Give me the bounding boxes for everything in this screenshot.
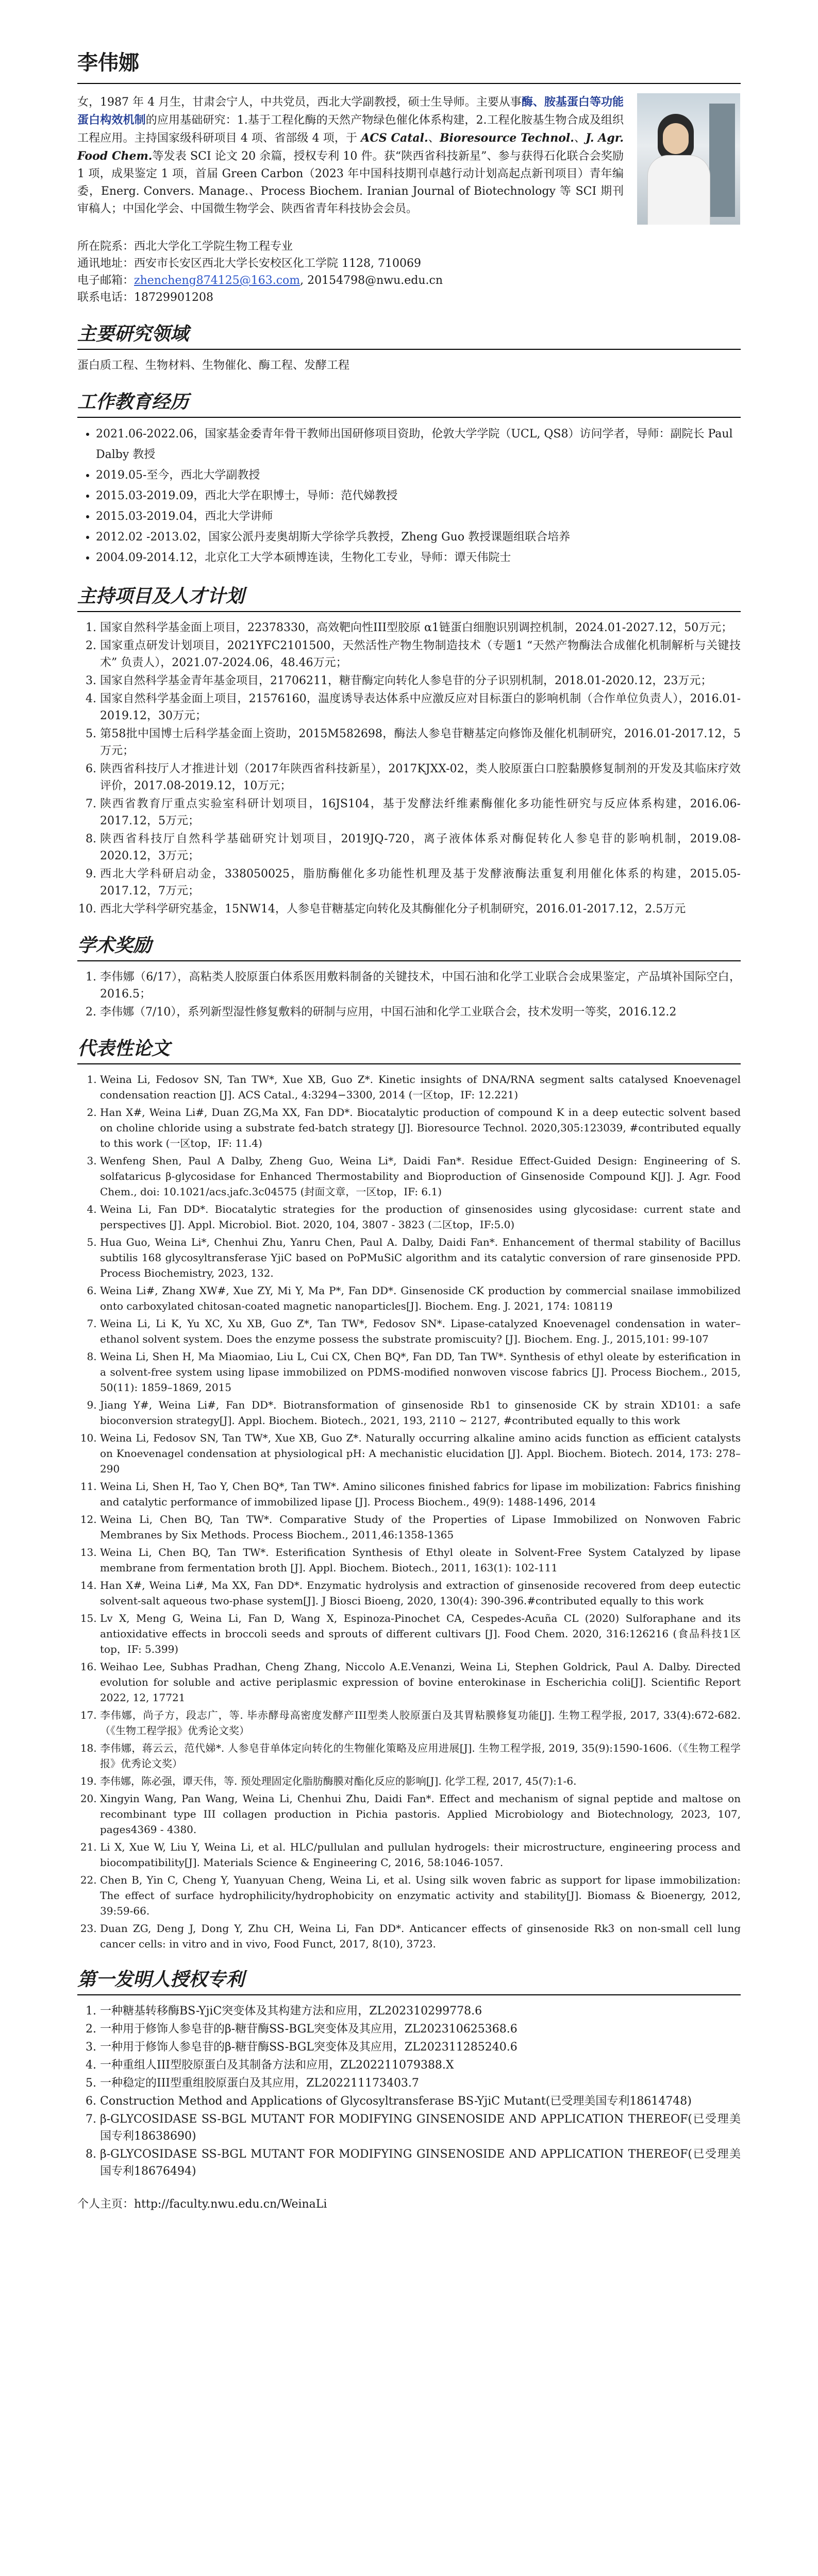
divider [77, 83, 741, 84]
education-list [77, 424, 741, 568]
list-item: • 2015.03-2019.09，西北大学在职博士，导师：范代娣教授 [96, 486, 741, 506]
intro-text: 女，1987 年 4 月生，甘肃会宁人，中共党员，西北大学副教授，硕士生导师。主要从事酶、胺基蛋白等功能蛋白构效机制的应用基础研究：1.基于工程化酶的天然产物绿色催化体系构建，2.工程化胺基生物合成及组织工程应用。主持国家级科研项目 4 项、省部级 4 项，于 ACS Catal.、Bioresource Technol.、J. Agr. Food Chem.等发表 SCI 论文 20 余篇，授权专利 10 件。获“陕西省科技新星”、参与获得石化联合会奖励 1 项，成果鉴定 1 项，首届 Green Carbon（2023 年中国科技期刊卓越行动计划高起点新刊项目）青年编委，Energ. Convers. Manage.、Process Biochem. Iranian Journal of Biotechnology 等 SCI 期刊审稿人；中国化学会、中国微生物学会、陕西省青年科技协会会员。 [77, 95, 624, 215]
list-item: 10. Weina Li, Fedosov SN, Tan TW*, Xue XB, Guo Z*. Naturally occurring alkaline amino acids function as efficient catalysts on Knoevenagel condensation at physiological pH: A mechanistic elucidation [J]. Appl. Biochem. Biotech. 2014, 173: 278–290 [100, 1430, 741, 1477]
list-item: • 2015.03-2019.04，西北大学讲师 [96, 506, 741, 527]
list-item: 8. β-GLYCOSIDASE SS-BGL MUTANT FOR MODIFYING GINSENOSIDE AND APPLICATION THEREOF(已受理美国专利18676494) [100, 2146, 741, 2180]
list-item: 5. Hua Guo, Weina Li*, Chenhui Zhu, Yanru Chen, Paul A. Dalby, Daidi Fan*. Enhancement of thermal stability of Bacillus subtilis 168 glycosyltransferase YjiC based on PoPMuSiC algorithm and its catalytic conversion of rare ginsenoside PPD. Process Biochemistry, 2023, 132. [100, 1234, 741, 1281]
list-item: 2. 国家重点研发计划项目，2021YFC2101500，天然活性产物生物制造技术（专题1 “天然产物酶法合成催化机制解析与关键技术” 负责人），2021.07-2024.06，48.46万元； [100, 637, 741, 671]
section-title: 第一发明人授权专利 [77, 1969, 245, 1990]
email-label: 电子邮箱： [77, 274, 135, 287]
papers-list [77, 1072, 741, 1952]
section-title: 主持项目及人才计划 [77, 585, 245, 607]
list-item: 10. 西北大学科学研究基金，15NW14，人参皂苷糖基定向转化及其酶催化分子机制研究，2016.01-2017.12，2.5万元 [100, 901, 741, 918]
list-item: 13. Weina Li, Chen BQ, Tan TW*. Esterification Synthesis of Ethyl oleate in Solvent-Free System Catalyzed by lipase membrane from fermentation broth [J]. Appl. Biochem. Biotech., 2011, 163(1): 102-111 [100, 1545, 741, 1575]
patents-list [77, 2003, 741, 2180]
list-item: 20. Xingyin Wang, Pan Wang, Weina Li, Chenhui Zhu, Daidi Fan*. Effect and mechanism of signal peptide and maltose on recombinant type III collagen production in Pichia pastoris. Applied Microbiology and Biotechnology, 2023, 107, pages4369 - 4380. [100, 1791, 741, 1837]
homepage-link[interactable]: 个人主页：http://faculty.nwu.edu.cn/WeinaLi [77, 2198, 327, 2211]
address: 通讯地址：西安市长安区西北大学长安校区化工学院 1128, 710069 [77, 257, 421, 270]
list-item: 16. Weihao Lee, Subhas Pradhan, Cheng Zhang, Niccolo A.E.Venanzi, Weina Li, Stephen Goldrick, Paul A. Dalby. Directed evolution for soluble and active periplasmic expression of bovine enterokinase in Escherichia coli[J]. Scientific Report 2022, 12, 17721 [100, 1659, 741, 1705]
projects-section [77, 582, 741, 918]
list-item: 4. 国家自然科学基金面上项目，21576160，温度诱导表达体系中应激反应对目标蛋白的影响机制（合作单位负责人），2016.01-2019.12，30万元； [100, 690, 741, 724]
list-item: 8. 陕西省科技厅自然科学基础研究计划项目，2019JQ-720，离子液体体系对酶促转化人参皂苷的影响机制，2019.08-2020.12，3万元； [100, 831, 741, 865]
list-item: 9. Jiang Y#, Weina Li#, Fan DD*. Biotransformation of ginsenoside Rb1 to ginsenoside CK by strain XD101: a safe bioconversion strategy[J]. Appl. Biochem. Biotech., 2021, 193, 2110 ~ 2127, #contributed equally to this work [100, 1397, 741, 1428]
list-item: 3. 国家自然科学基金青年基金项目，21706211，糖苷酶定向转化人参皂苷的分子识别机制，2018.01-2020.12，23万元； [100, 672, 741, 689]
list-item: • 2004.09-2014.12，北京化工大学本硕博连读，生物化工专业，导师：谭天伟院士 [96, 548, 741, 568]
list-item: 15. Lv X, Meng G, Weina Li, Fan D, Wang X, Espinoza-Pinochet CA, Cespedes-Acuña CL (2020) Sulforaphane and its antioxidative effects in broccoli seeds and sprouts of different cultivars [J]. Food Chem. 2020, 316:126216 (食品科技1区top，IF: 5.399) [100, 1611, 741, 1657]
list-item: 5. 第58批中国博士后科学基金面上资助，2015M582698，酶法人参皂苷糖基定向修饰及催化机制研究，2016.01-2017.12，5万元； [100, 725, 741, 759]
list-item: 6. Construction Method and Applications of Glycosyltransferase BS-YjiC Mutant(已受理美国专利18614748) [100, 2093, 741, 2110]
patents-section [77, 1965, 741, 2180]
list-item: 1. 一种糖基转移酶BS-YjiC突变体及其构建方法和应用，ZL202310299778.6 [100, 2003, 741, 2020]
list-item: 7. β-GLYCOSIDASE SS-BGL MUTANT FOR MODIFYING GINSENOSIDE AND APPLICATION THEREOF(已受理美国专利18638690) [100, 2111, 741, 2145]
list-item: 14. Han X#, Weina Li#, Ma XX, Fan DD*. Enzymatic hydrolysis and extraction of ginsenoside recovered from deep eutectic solvent-salt aqueous two-phase system[J]. J Biosci Bioeng, 2020, 130(4): 390-396.#contributed equally to this work [100, 1578, 741, 1608]
contact-info [77, 238, 741, 306]
list-item: 3. Wenfeng Shen, Paul A Dalby, Zheng Guo, Weina Li*, Daidi Fan*. Residue Effect-Guided Design: Engineering of S. solfataricus β-glycosidase for Enhanced Thermostability and Bioproduction of Ginsenoside Compound K[J]. J. Agr. Food Chem., doi: 10.1021/acs.jafc.3c04575 (封面文章，一区top，IF: 6.1) [100, 1153, 741, 1199]
list-item: 2. 一种用于修饰人参皂苷的β-糖苷酶SS-BGL突变体及其应用，ZL202310625368.6 [100, 2021, 741, 2038]
intro-block [77, 93, 741, 225]
list-item: 7. Weina Li, Li K, Yu XC, Xu XB, Guo Z*, Tan TW*, Fedosov SN*. Lipase-catalyzed Knoevenagel condensation in water–ethanol solvent system. Does the enzyme possess the substrate promiscuity? [J]. Biochem. Eng. J., 2015,101: 99-107 [100, 1316, 741, 1347]
email-secondary: , 20154798@nwu.edu.cn [300, 274, 443, 287]
divider [77, 1994, 741, 1995]
list-item: 5. 一种稳定的III型重组胶原蛋白及其应用，ZL202211173403.7 [100, 2075, 741, 2092]
list-item: 9. 西北大学科研启动金，338050025，脂肪酶催化多功能性机理及基于发酵液酶法重复利用催化体系的构建，2015.05-2017.12，7万元； [100, 866, 741, 900]
list-item: 23. Duan ZG, Deng J, Dong Y, Zhu CH, Weina Li, Fan DD*. Anticancer effects of ginsenoside Rk3 on non-small cell lung cancer cells: in vitro and in vivo, Food Funct, 2017, 8(10), 3723. [100, 1921, 741, 1952]
section-title: 主要研究领域 [77, 323, 189, 345]
research-text: 蛋白质工程、生物材料、生物催化、酶工程、发酵工程 [77, 359, 350, 372]
list-item: • 2019.05-至今，西北大学副教授 [96, 465, 741, 486]
person-name: 李伟娜 [77, 50, 139, 75]
list-item: 1. Weina Li, Fedosov SN, Tan TW*, Xue XB, Guo Z*. Kinetic insights of DNA/RNA segment salts catalysed Knoevenagel condensation reaction [J]. ACS Catal., 4:3294−3300, 2014 (一区top，IF: 12.221) [100, 1072, 741, 1103]
list-item: • 2012.02 -2013.02，国家公派丹麦奥胡斯大学徐学兵教授，Zheng Guo 教授课题组联合培养 [96, 527, 741, 548]
education-section [77, 387, 741, 568]
email-link[interactable]: zhencheng874125@163.com [134, 274, 301, 287]
divider [77, 1063, 741, 1064]
list-item: 2. Han X#, Weina Li#, Duan ZG,Ma XX, Fan DD*. Biocatalytic production of compound K in a deep eutectic solvent based on choline chloride using a substrate fed-batch strategy [J]. Bioresource Technol. 2020,305:123039, #contributed equally to this work (一区top，IF: 11.4) [100, 1105, 741, 1151]
list-item: 6. 陕西省科技厅人才推进计划（2017年陕西省科技新星），2017KJXX-02，类人胶原蛋白口腔黏膜修复制剂的开发及其临床疗效评价，2017.08-2019.12，10万元； [100, 760, 741, 794]
awards-list [77, 969, 741, 1021]
list-item: 21. Li X, Xue W, Liu Y, Weina Li, et al. HLC/pullulan and pullulan hydrogels: their microstructure, engineering process and biocompatibility[J]. Materials Science & Engineering C, 2016, 58:1046-1057. [100, 1839, 741, 1870]
list-item: 8. Weina Li, Shen H, Ma Miaomiao, Liu L, Cui CX, Chen BQ*, Fan DD, Tan TW*. Synthesis of ethyl oleate by esterification in a solvent-free system using lipase immobilized on PDMS-modified nonwoven viscose fabrics [J]. Process Biochem., 2015, 50(11): 1859–1869, 2015 [100, 1349, 741, 1395]
awards-section [77, 931, 741, 1021]
list-item: 12. Weina Li, Chen BQ, Tan TW*. Comparative Study of the Properties of Lipase Immobilized on Nonwoven Fabric Membranes by Six Methods. Process Biochem., 2011,46:1358-1365 [100, 1512, 741, 1543]
divider [77, 960, 741, 961]
projects-list [77, 619, 741, 918]
divider [77, 611, 741, 612]
list-item: 19. 李伟娜，陈必强，谭天伟，等. 预处理固定化脂肪酶膜对酯化反应的影响[J]. 化学工程, 2017, 45(7):1-6. [100, 1773, 741, 1789]
list-item: 6. Weina Li#, Zhang XW#, Xue ZY, Mi Y, Ma P*, Fan DD*. Ginsenoside CK production by commercial snailase immobilized onto carboxylated chitosan-coated magnetic nanoparticles[J]. Biochem. Eng. J. 2021, 174: 108119 [100, 1283, 741, 1314]
list-item: 22. Chen B, Yin C, Cheng Y, Yuanyuan Cheng, Weina Li, et al. Using silk woven fabric as support for lipase immobilization: The effect of surface hydrophilicity/hydrophobicity on enzymatic activity and stability[J]. Biomass & Bioenergy, 2012, 39:59-66. [100, 1872, 741, 1919]
list-item: • 2021.06-2022.06，国家基金委青年骨干教师出国研修项目资助，伦敦大学学院（UCL, QS8）访问学者，导师：副院长 Paul Dalby 教授 [96, 424, 741, 465]
email-row [77, 272, 741, 289]
section-title: 代表性论文 [77, 1038, 171, 1059]
phone: 联系电话：18729901208 [77, 291, 213, 304]
list-item: 17. 李伟娜，尚子方，段志广，等. 毕赤酵母高密度发酵产III型类人胶原蛋白及其胃粘膜修复功能[J]. 生物工程学报, 2017, 33(4):672-682.（《生物工程学报》优秀论文奖） [100, 1707, 741, 1738]
list-item: 7. 陕西省教育厅重点实验室科研计划项目，16JS104，基于发酵法纤维素酶催化多功能性研究与反应体系构建，2016.06-2017.12，5万元； [100, 795, 741, 829]
list-item: 11. Weina Li, Shen H, Tao Y, Chen BQ*, Tan TW*. Amino silicones finished fabrics for lipase im mobilization: Fabrics finishing and catalytic performance of immobilized lipase [J]. Process Biochem., 49(9): 1488-1496, 2014 [100, 1479, 741, 1510]
papers-section [77, 1034, 741, 1952]
list-item: 2. 李伟娜（7/10），系列新型湿性修复敷料的研制与应用，中国石油和化学工业联合会，技术发明一等奖，2016.12.2 [100, 1004, 741, 1021]
list-item: 1. 国家自然科学基金面上项目，22378330，高效靶向性III型胶原 α1链蛋白细胞识别调控机制，2024.01-2027.12，50万元； [100, 619, 741, 636]
section-title: 学术奖励 [77, 935, 152, 956]
divider [77, 349, 741, 350]
section-title: 工作教育经历 [77, 391, 189, 413]
department: 所在院系：西北大学化工学院生物工程专业 [77, 240, 293, 253]
profile-photo [637, 93, 740, 225]
cv-page [77, 46, 741, 2211]
research-section [77, 319, 741, 374]
list-item: 4. 一种重组人III型胶原蛋白及其制备方法和应用，ZL202211079388.X [100, 2057, 741, 2074]
divider [77, 417, 741, 418]
list-item: 18. 李伟娜，蒋云云，范代娣*. 人参皂苷单体定向转化的生物催化策略及应用进展[J]. 生物工程学报, 2019, 35(9):1590-1606.（《生物工程学报》优秀论文奖） [100, 1740, 741, 1771]
list-item: 3. 一种用于修饰人参皂苷的β-糖苷酶SS-BGL突变体及其应用，ZL202311285240.6 [100, 2039, 741, 2056]
list-item: 1. 李伟娜（6/17），高粘类人胶原蛋白体系医用敷料制备的关键技术，中国石油和化学工业联合会成果鉴定，产品填补国际空白，2016.5； [100, 969, 741, 1003]
list-item: 4. Weina Li, Fan DD*. Biocatalytic strategies for the production of ginsenosides using glycosidase: current state and perspectives [J]. Appl. Microbiol. Biot. 2020, 104, 3807 - 3823 (二区top，IF:5.0) [100, 1201, 741, 1232]
